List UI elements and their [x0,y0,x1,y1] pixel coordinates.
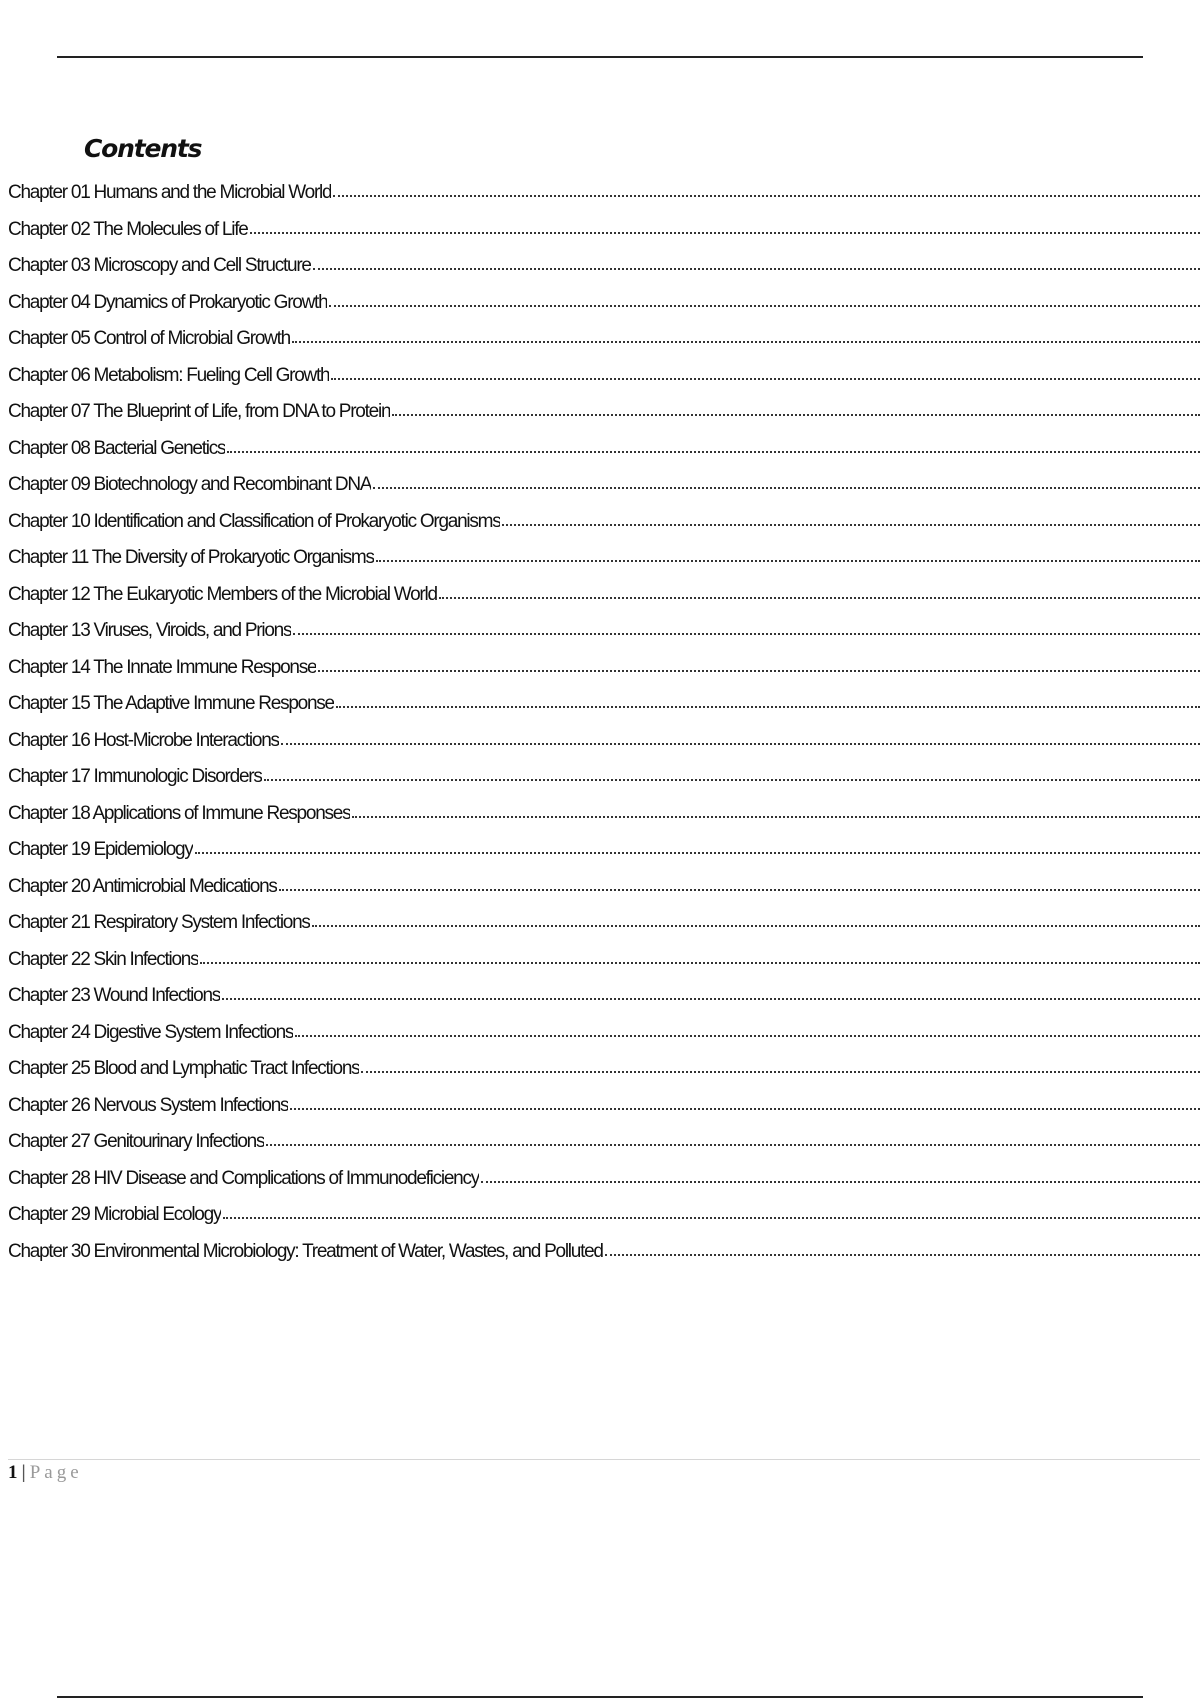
toc-chapter-number: Chapter 13 [8,620,90,641]
toc-dot-leader [313,268,1200,270]
toc-entry[interactable] [8,1131,1200,1168]
toc-dot-leader [318,670,1200,672]
toc-entry-text [8,657,316,679]
toc-chapter-title: The Adaptive Immune Response [93,693,334,714]
bottom-rule [57,1696,1143,1698]
toc-entry-text [8,255,311,277]
footer-rule [8,1459,1200,1460]
toc-entry-text [8,182,331,204]
toc-dot-leader [312,925,1200,927]
toc-dot-leader [264,779,1200,781]
toc-entry[interactable] [8,803,1200,840]
toc-dot-leader [331,378,1200,380]
toc-dot-leader [227,451,1200,453]
toc-heading: Contents [84,134,202,163]
toc-chapter-number: Chapter 20 [8,875,90,897]
toc-chapter-title: Microscopy and Cell Structure [93,255,311,276]
toc-chapter-title: The Blueprint of Life, from DNA to Protein [93,401,391,422]
toc-chapter-title: Control of Microbial Growth [93,328,290,349]
toc-entry-text [8,438,225,460]
toc-entry[interactable] [8,949,1200,986]
toc-dot-leader [333,195,1200,197]
toc-dot-leader [392,414,1200,416]
toc-chapter-number: Chapter 14 [8,656,90,678]
toc-entry[interactable] [8,839,1200,876]
toc-chapter-number: Chapter 19 [8,839,90,860]
toc-entry[interactable] [8,584,1200,621]
toc-dot-leader [223,1217,1200,1219]
toc-chapter-title: Applications of Immune Responses [92,802,351,824]
toc-dot-leader [329,305,1200,307]
toc-chapter-title: Viruses, Viroids, and Prions [93,620,292,641]
toc-chapter-number: Chapter 23 [8,985,90,1006]
toc-chapter-title: Nervous System Infections [93,1094,289,1116]
table-of-contents [8,182,1200,1277]
toc-entry-text [8,1131,264,1153]
toc-chapter-title: Wound Infections [93,985,221,1006]
toc-entry-text [8,876,277,898]
toc-dot-leader [222,998,1200,1000]
toc-entry-text [8,803,350,825]
toc-entry[interactable] [8,438,1200,475]
toc-chapter-title: Dynamics of Prokaryotic Growth [93,291,328,313]
toc-chapter-title: Humans and the Microbial World [93,182,332,203]
toc-chapter-number: Chapter 16 [8,729,90,751]
toc-dot-leader [352,816,1200,818]
toc-dot-leader [605,1254,1200,1256]
toc-entry-text [8,219,248,241]
toc-chapter-title: Skin Infections [93,948,199,970]
toc-entry[interactable] [8,1168,1200,1205]
toc-chapter-number: Chapter 18 [8,802,90,824]
toc-chapter-title: Genitourinary Infections [93,1131,265,1152]
toc-entry[interactable] [8,876,1200,913]
toc-dot-leader [336,706,1200,708]
toc-entry-text [8,912,310,934]
toc-chapter-title: Blood and Lymphatic Tract Infections [93,1058,360,1079]
toc-chapter-number: Chapter 06 [8,364,90,386]
toc-entry-text [8,766,262,788]
toc-entry[interactable] [8,620,1200,657]
toc-entry-text [8,328,290,350]
toc-dot-leader [376,560,1200,562]
toc-dot-leader [361,1071,1200,1073]
toc-chapter-title: The Diversity of Prokaryotic Organisms [91,547,374,568]
toc-chapter-title: Identification and Classification of Prokaryotic Organisms [93,510,501,532]
toc-dot-leader [481,1181,1200,1183]
toc-chapter-number: Chapter 10 [8,510,90,532]
toc-entry[interactable] [8,219,1200,256]
toc-chapter-number: Chapter 27 [8,1131,90,1152]
toc-entry-text [8,839,193,861]
toc-entry-text [8,1022,293,1044]
toc-dot-leader [293,633,1200,635]
toc-chapter-number: Chapter 22 [8,948,90,970]
toc-chapter-title: The Eukaryotic Members of the Microbial World [93,583,437,605]
toc-dot-leader [373,487,1200,489]
toc-chapter-number: Chapter 11 [8,547,89,568]
toc-chapter-title: Bacterial Genetics [93,437,226,459]
toc-entry[interactable] [8,547,1200,584]
toc-chapter-number: Chapter 07 [8,401,90,422]
toc-entry[interactable] [8,912,1200,949]
toc-chapter-number: Chapter 29 [8,1204,90,1225]
page-footer [8,1462,83,1484]
toc-entry-text [8,1168,479,1190]
toc-chapter-number: Chapter 03 [8,255,90,276]
toc-chapter-title: The Molecules of Life [93,218,248,240]
toc-dot-leader [295,1035,1200,1037]
toc-chapter-title: Immunologic Disorders [93,766,262,787]
toc-entry[interactable] [8,474,1200,511]
toc-entry-text [8,693,334,715]
toc-entry-text [8,292,327,314]
toc-dot-leader [292,341,1200,343]
toc-dot-leader [439,597,1200,599]
toc-dot-leader [250,232,1200,234]
toc-chapter-number: Chapter 28 [8,1167,90,1189]
toc-entry-text [8,1058,359,1080]
toc-chapter-title: The Innate Immune Response [93,656,317,678]
toc-chapter-number: Chapter 09 [8,474,90,495]
toc-dot-leader [281,743,1200,745]
toc-chapter-title: Host-Microbe Interactions [93,729,279,751]
page-label: Page [29,1462,83,1483]
toc-chapter-number: Chapter 12 [8,583,90,605]
toc-entry[interactable] [8,292,1200,329]
toc-entry-text [8,730,279,752]
toc-chapter-number: Chapter 05 [8,328,90,349]
toc-chapter-title: Biotechnology and Recombinant DNA [93,474,372,495]
toc-dot-leader [502,524,1200,526]
toc-dot-leader [266,1144,1200,1146]
toc-chapter-title: Respiratory System Infections [93,912,310,933]
toc-chapter-title: Digestive System Infections [93,1021,294,1043]
toc-dot-leader [279,889,1200,891]
toc-entry-text [8,365,329,387]
toc-entry[interactable] [8,182,1200,219]
toc-entry[interactable] [8,255,1200,292]
toc-chapter-number: Chapter 02 [8,218,90,240]
toc-entry-text [8,584,437,606]
toc-chapter-title: HIV Disease and Complications of Immunodeficiency [93,1167,480,1189]
toc-entry[interactable] [8,1204,1200,1241]
toc-chapter-number: Chapter 26 [8,1094,90,1116]
toc-chapter-number: Chapter 01 [8,182,90,203]
footer-separator: | [21,1462,26,1483]
toc-entry-text [8,949,198,971]
page-number: 1 [8,1462,18,1483]
toc-chapter-number: Chapter 17 [8,766,90,787]
toc-dot-leader [195,852,1200,854]
toc-entry[interactable] [8,766,1200,803]
toc-entry[interactable] [8,693,1200,730]
toc-chapter-title: Environmental Microbiology: Treatment of Water, Wastes, and Polluted [93,1240,603,1262]
toc-dot-leader [200,962,1200,964]
toc-entry[interactable] [8,511,1200,548]
toc-entry-text [8,1241,603,1263]
toc-entry-text [8,1204,221,1226]
toc-entry[interactable] [8,985,1200,1022]
toc-chapter-number: Chapter 25 [8,1058,90,1079]
toc-entry-text [8,985,220,1007]
toc-entry-text [8,511,500,533]
toc-entry[interactable] [8,365,1200,402]
toc-chapter-title: Metabolism: Fueling Cell Growth [93,364,330,386]
toc-chapter-number: Chapter 15 [8,693,90,714]
toc-entry-text [8,547,374,569]
toc-entry[interactable] [8,1058,1200,1095]
toc-chapter-title: Antimicrobial Medications [92,875,277,897]
toc-chapter-number: Chapter 30 [8,1240,90,1262]
toc-entry-text [8,620,291,642]
toc-chapter-number: Chapter 08 [8,437,90,459]
toc-entry[interactable] [8,328,1200,365]
toc-chapter-number: Chapter 04 [8,291,90,313]
toc-chapter-title: Epidemiology [93,839,193,860]
toc-chapter-number: Chapter 24 [8,1021,90,1043]
toc-entry-text [8,401,390,423]
toc-entry-text [8,474,371,496]
toc-entry[interactable] [8,1095,1200,1132]
toc-entry[interactable] [8,1241,1200,1278]
toc-dot-leader [290,1108,1200,1110]
toc-chapter-title: Microbial Ecology [93,1204,222,1225]
toc-entry-text [8,1095,288,1117]
toc-entry[interactable] [8,730,1200,767]
toc-entry[interactable] [8,401,1200,438]
toc-entry[interactable] [8,657,1200,694]
toc-entry[interactable] [8,1022,1200,1059]
toc-chapter-number: Chapter 21 [8,912,90,933]
header-rule [57,56,1143,58]
